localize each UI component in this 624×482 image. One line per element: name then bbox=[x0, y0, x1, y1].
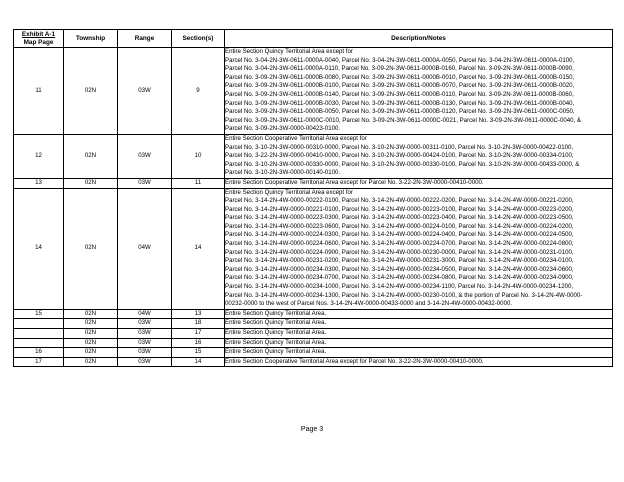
range-cell: 03W bbox=[118, 134, 172, 178]
map-page-cell: 16 bbox=[14, 348, 64, 358]
description-line: Parcel No. 3-10-2N-3W-0000-00140-0100. bbox=[225, 169, 341, 177]
description-cell bbox=[225, 329, 613, 339]
description-line: Parcel No. 3-14-2N-4W-0000-00223-0600, Parcel No. 3-14-2N-4W-0000-00224-0100, Parcel No. 3-14-2N-4W-0000-00224-0200, bbox=[225, 222, 574, 230]
description-line: Entire Section Cooperative Territorial Area except for Parcel No. 3-22-2N-3W-0000-00410-0000. bbox=[225, 178, 484, 186]
map-page-cell: 12 bbox=[14, 134, 64, 178]
township-cell: 02N bbox=[64, 134, 118, 178]
map-page-cell: 17 bbox=[14, 357, 64, 367]
township-cell: 02N bbox=[64, 48, 118, 135]
township-cell: 02N bbox=[64, 178, 118, 188]
table-row bbox=[14, 357, 613, 367]
map-page-cell: 11 bbox=[14, 48, 64, 135]
description-line: Parcel No. 3-14-2N-4W-0000-00224-0300, Parcel No. 3-14-2N-4W-0000-00224-0400, Parcel No. 3-14-2N-4W-0000-00224-0500, bbox=[225, 231, 574, 239]
table-header-row bbox=[14, 30, 613, 48]
parcel-table bbox=[13, 29, 613, 367]
range-cell: 03W bbox=[118, 319, 172, 329]
description-line: 00232-0000 to the west of Parcel Nos. 3-14-2N-4W-0000-00433-0000 and 3-14-2N-4W-0000-00432-0000. bbox=[225, 300, 513, 308]
table-row bbox=[14, 188, 613, 309]
section-cell: 9 bbox=[172, 48, 225, 135]
description-line: Entire Section Quincy Territorial Area. bbox=[225, 309, 327, 317]
description-line: Parcel No. 3-04-2N-3W-0611-0000A-0110, Parcel No. 3-09-2N-3W-0611-0000B-0160, Parcel No. 3-09-2N-3W-0611-0000B-0090, bbox=[225, 65, 574, 73]
township-cell: 02N bbox=[64, 188, 118, 309]
description-cell bbox=[225, 348, 613, 358]
description-cell bbox=[225, 338, 613, 348]
header-sections: Section(s) bbox=[172, 30, 225, 48]
description-line: Parcel No. 3-10-2N-3W-0000-00310-0000, Parcel No. 3-10-2N-3W-0000-00311-0100, Parcel No. 3-10-2N-3W-0000-00422-0100, bbox=[225, 143, 574, 151]
table-row bbox=[14, 329, 613, 339]
range-cell: 04W bbox=[118, 188, 172, 309]
range-cell: 03W bbox=[118, 48, 172, 135]
township-cell: 02N bbox=[64, 338, 118, 348]
table-row bbox=[14, 348, 613, 358]
map-page-cell: 14 bbox=[14, 188, 64, 309]
section-cell: 10 bbox=[172, 134, 225, 178]
description-line: Parcel No. 3-09-2N-3W-0611-0000C-0010, Parcel No. 3-09-2N-3W-0611-0000C-0021, Parcel No. 3-09-2N-3W-0611-0000C-0040, & bbox=[225, 116, 581, 124]
description-line: Entire Section Quincy Territorial Area. bbox=[225, 348, 327, 356]
section-cell: 14 bbox=[172, 188, 225, 309]
description-line: Parcel No. 3-14-2N-4W-0000-00231-0200, Parcel No. 3-14-2N-4W-0000-00231-3000, Parcel No. 3-14-2N-4W-0000-00234-0100, bbox=[225, 257, 574, 265]
description-line: Entire Section Cooperative Territorial Area except for Parcel No. 3-22-2N-3W-0000-00410-0000. bbox=[225, 357, 484, 365]
description-line: Parcel No. 3-04-2N-3W-0611-0000A-0040, Parcel No. 3-04-2N-3W-0611-0000A-0050, Parcel No. 3-04-2N-3W-0611-0000A-0100, bbox=[225, 56, 575, 64]
description-line: Parcel No. 3-09-2N-3W-0611-0000B-0030, Parcel No. 3-09-2N-3W-0611-0000B-0130, Parcel No. 3-09-2N-3W-0611-0000B-0040, bbox=[225, 99, 575, 107]
range-cell: 03W bbox=[118, 348, 172, 358]
description-cell bbox=[225, 48, 613, 135]
section-cell: 11 bbox=[172, 178, 225, 188]
description-line: Parcel No. 3-09-2N-3W-0611-0000B-0100, Parcel No. 3-09-2N-3W-0611-0000B-0070, Parcel No. 3-09-2N-3W-0611-0000B-0020, bbox=[225, 82, 575, 90]
description-line: Parcel No. 3-14-2N-4W-0000-00234-1300, Parcel No. 3-14-2N-4W-0000-00230-0100, & the portion of Parcel No. 3-14-2N-4W-0000- bbox=[225, 291, 583, 299]
description-line: Parcel No. 3-14-2N-4W-0000-00234-0700, Parcel No. 3-14-2N-4W-0000-00234-0800, Parcel No. 3-14-2N-4W-0000-00234-0900, bbox=[225, 274, 574, 282]
description-line: Parcel No. 3-22-2N-3W-0000-00410-0000, Parcel No. 3-10-2N-3W-0000-00424-0100, Parcel No. 3-10-2N-3W-0000-00334-0100, bbox=[225, 152, 574, 160]
description-cell bbox=[225, 309, 613, 319]
description-cell bbox=[225, 188, 613, 309]
description-line: Entire Section Quincy Territorial Area except for bbox=[225, 188, 353, 196]
description-line: Parcel No. 3-14-2N-4W-0000-00234-1000, Parcel No. 3-14-2N-4W-0000-00234-1100, Parcel No. 3-14-2N-4W-0000-00234-1200, bbox=[225, 283, 574, 291]
description-line: Entire Section Quincy Territorial Area except for bbox=[225, 48, 353, 55]
description-line: Parcel No. 3-14-2N-4W-0000-00234-0300, Parcel No. 3-14-2N-4W-0000-00234-0500, Parcel No. 3-14-2N-4W-0000-00234-0600, bbox=[225, 265, 574, 273]
description-line: Parcel No. 3-14-2N-4W-0000-00223-0300, Parcel No. 3-14-2N-4W-0000-00223-0400, Parcel No. 3-14-2N-4W-0000-00223-0500, bbox=[225, 214, 574, 222]
range-cell: 04W bbox=[118, 309, 172, 319]
description-line: Entire Section Quincy Territorial Area. bbox=[225, 329, 327, 336]
header-township: Township bbox=[64, 30, 118, 48]
description-line: Parcel No. 3-14-2N-4W-0000-00224-0600, Parcel No. 3-14-2N-4W-0000-00224-0700, Parcel No. 3-14-2N-4W-0000-00224-0800, bbox=[225, 240, 574, 248]
section-cell: 14 bbox=[172, 357, 225, 367]
table-row bbox=[14, 178, 613, 188]
township-cell: 02N bbox=[64, 319, 118, 329]
township-cell: 02N bbox=[64, 348, 118, 358]
range-cell: 03W bbox=[118, 178, 172, 188]
section-cell: 13 bbox=[172, 309, 225, 319]
table-row bbox=[14, 309, 613, 319]
map-page-cell: 13 bbox=[14, 178, 64, 188]
description-line: Entire Section Quincy Territorial Area. bbox=[225, 338, 327, 346]
header-description: Description/Notes bbox=[225, 30, 613, 48]
range-cell: 03W bbox=[118, 357, 172, 367]
township-cell: 02N bbox=[64, 309, 118, 319]
description-cell bbox=[225, 178, 613, 188]
section-cell: 16 bbox=[172, 338, 225, 348]
description-cell bbox=[225, 319, 613, 329]
description-line: Entire Section Quincy Territorial Area. bbox=[225, 319, 327, 327]
header-exhibit-map-page bbox=[14, 30, 64, 48]
description-line: Parcel No. 3-10-2N-3W-0000-00330-0000, Parcel No. 3-10-2N-3W-0000-00330-0100, Parcel No. 3-10-2N-3W-0000-00433-0000, & bbox=[225, 160, 580, 168]
range-cell: 03W bbox=[118, 338, 172, 348]
description-cell bbox=[225, 357, 613, 367]
description-cell bbox=[225, 134, 613, 178]
section-cell: 15 bbox=[172, 348, 225, 358]
description-line: Parcel No. 3-09-2N-3W-0611-0000B-0050, Parcel No. 3-09-2N-3W-0611-0000B-0120, Parcel No. 3-09-2N-3W-0611-0000C-0050, bbox=[225, 108, 575, 116]
description-line: Parcel No. 3-09-2N-3W-0000-00423-0100. bbox=[225, 125, 341, 133]
description-line: Parcel No. 3-14-2N-4W-0000-00221-0100, Parcel No. 3-14-2N-4W-0000-00223-0100, Parcel No. 3-14-2N-4W-0000-00223-0200, bbox=[225, 205, 574, 213]
map-page-cell bbox=[14, 338, 64, 348]
section-cell: 17 bbox=[172, 329, 225, 339]
map-page-cell bbox=[14, 319, 64, 329]
description-line: Parcel No. 3-14-2N-4W-0000-00224-0900, Parcel No. 3-14-2N-4W-0000-00230-0000, Parcel No. 3-14-2N-4W-0000-00231-0100, bbox=[225, 248, 574, 256]
description-line: Entire Section Cooperative Territorial Area except for bbox=[225, 134, 367, 142]
township-cell: 02N bbox=[64, 329, 118, 339]
table-row bbox=[14, 134, 613, 178]
header-range: Range bbox=[118, 30, 172, 48]
range-cell: 03W bbox=[118, 329, 172, 339]
header-map-page-line: Map Page bbox=[23, 38, 54, 46]
table-row bbox=[14, 48, 613, 135]
description-line: Parcel No. 3-09-2N-3W-0611-0000B-0080, Parcel No. 3-09-2N-3W-0611-0000B-0010, Parcel No. 3-09-2N-3W-0611-0000B-0150, bbox=[225, 73, 575, 81]
map-page-cell: 15 bbox=[14, 309, 64, 319]
map-page-cell bbox=[14, 329, 64, 339]
section-cell: 18 bbox=[172, 319, 225, 329]
table-row bbox=[14, 338, 613, 348]
table-row bbox=[14, 319, 613, 329]
description-line: Parcel No. 3-14-2N-4W-0000-00222-0100, Parcel No. 3-14-2N-4W-0000-00222-0200, Parcel No. 3-14-2N-4W-0000-00221-0200, bbox=[225, 197, 574, 205]
page-number: Page 3 bbox=[300, 426, 324, 433]
table-body bbox=[14, 48, 613, 367]
description-line: Parcel No. 3-09-2N-3W-0611-0000B-0140, Parcel No. 3-09-2N-3W-0611-0000B-0110, Parcel No. 3-09-2N-3W-0611-0000B-0060, bbox=[225, 90, 574, 98]
township-cell: 02N bbox=[64, 357, 118, 367]
header-exhibit-line: Exhibit A-1 bbox=[21, 30, 56, 38]
